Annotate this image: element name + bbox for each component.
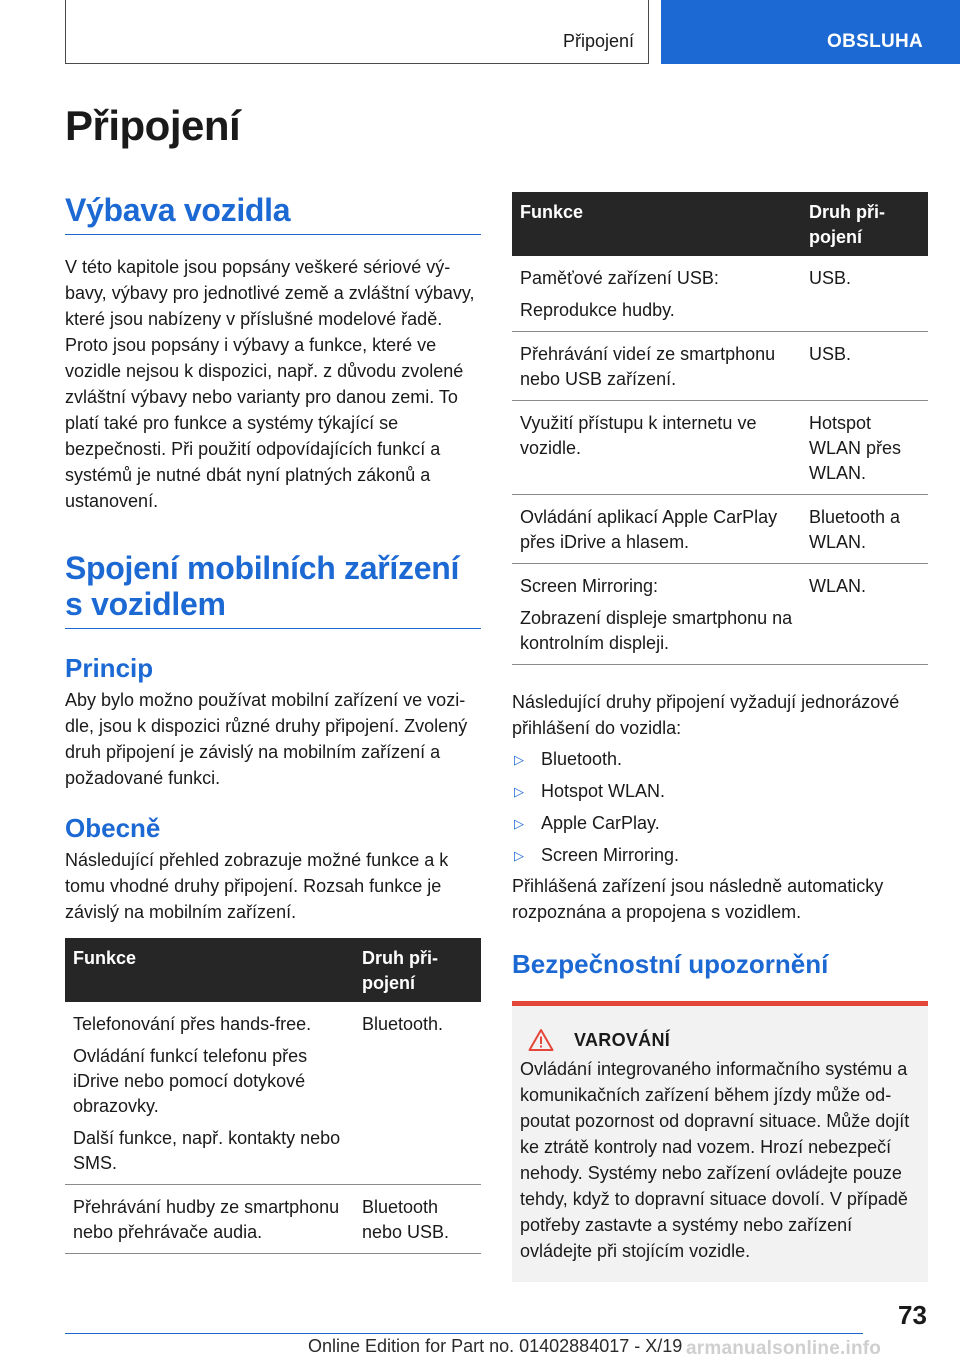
- princip-text: Aby bylo možno používat mobilní zařízení ve vozidle, jsou k dispozici různé druhy připojení. Zvolený druh připojení je závislý na mobilním zařízení a požadované funkci.: [65, 690, 468, 788]
- connection-table-2: [512, 192, 928, 665]
- triangle-bullet-icon: ▷: [514, 784, 524, 799]
- cell-text: WLAN.: [809, 576, 867, 596]
- header-section-title: Připojení: [562, 31, 634, 51]
- cell-text: Ovládání aplikací Apple CarPlay přes iDrive a hlasem.: [520, 507, 778, 552]
- heading-safety: Bezpečnostní upozornění: [512, 949, 829, 979]
- heading-spojeni: Spojení mobilních zařízení s vozidlem: [65, 550, 481, 629]
- warning-header: [528, 1028, 920, 1052]
- warning-box: [512, 1001, 928, 1282]
- warning-triangle-icon: [528, 1028, 554, 1052]
- right-column: [512, 192, 928, 1282]
- cell-funkce: [512, 256, 801, 332]
- cell-druh: [354, 1002, 481, 1185]
- vybava-text: V této kapitole jsou popsány veškeré sériové výbavy, výbavy pro jednotlivé země a zvláštní výbavy, které jsou nabízeny v příslušné modelové řadě. Proto jsou popsány i výbavy a funkce, které ve vozidle nejsou k dispozici, např. z důvodu zvolené zvláštní výbavy nebo varianty pro danou zemi. To platí také pro funkce a systémy týkající se bezpečnosti. Při použití odpovídajících funkcí a systémů je nutné dbát nyní platných zákonů a ustanovení.: [65, 257, 475, 511]
- table-row: [65, 1002, 481, 1185]
- list-item-text: Hotspot WLAN.: [541, 781, 666, 801]
- triangle-bullet-icon: ▷: [514, 848, 524, 863]
- list-item: [512, 743, 928, 775]
- table-row: [65, 1185, 481, 1254]
- cell-text: USB.: [809, 268, 852, 288]
- registration-intro: Následující druhy připojení vyžadují jednorázové přihlášení do vozidla:: [512, 692, 900, 738]
- cell-text: Další funkce, např. kontakty nebo SMS.: [73, 1128, 341, 1173]
- cell-text: Hotspot WLAN přes WLAN.: [809, 413, 902, 483]
- header-section-box: [65, 0, 649, 64]
- cell-druh: [801, 256, 928, 332]
- page-title: Připojení: [65, 102, 241, 149]
- table-header-druh: Druh připojení: [801, 192, 928, 256]
- cell-funkce: [512, 401, 801, 495]
- cell-funkce: [65, 1185, 354, 1254]
- cell-druh: [801, 564, 928, 665]
- cell-text: Paměťové zařízení USB:: [520, 268, 719, 288]
- list-item-text: Screen Mirroring.: [541, 845, 680, 865]
- cell-funkce: [512, 332, 801, 401]
- cell-text: Bluetooth nebo USB.: [362, 1197, 450, 1242]
- list-item-text: Bluetooth.: [541, 749, 623, 769]
- list-item: [512, 839, 928, 871]
- footer-watermark-logo: armanualsonline.info: [686, 1338, 882, 1359]
- triangle-bullet-icon: ▷: [514, 752, 524, 767]
- header-chapter-tab[interactable]: [661, 0, 960, 64]
- cell-text: Bluetooth a WLAN.: [809, 507, 901, 552]
- cell-text: USB.: [809, 344, 852, 364]
- cell-funkce: [65, 1002, 354, 1185]
- left-column: [65, 192, 481, 1254]
- connection-table-1: [65, 938, 481, 1254]
- cell-funkce: [512, 495, 801, 564]
- list-item: [512, 775, 928, 807]
- table-row: [512, 256, 928, 332]
- cell-text: Zobrazení displeje smartphonu na kontrolním displeji.: [520, 608, 793, 653]
- cell-text: Reprodukce hudby.: [520, 300, 675, 320]
- cell-druh: [354, 1185, 481, 1254]
- list-item-text: Apple CarPlay.: [541, 813, 660, 833]
- table-header-funkce: Funkce: [65, 938, 354, 1002]
- warning-text: Ovládání integrovaného informačního systému a komunikačních zařízení během jízdy může odpoutat pozornost od dopravní situace. Může dojít ke ztrátě kontroly nad vozem. Hrozí nebezpečí nehody. Systémy nebo zařízení ovládejte pouze tehdy, když to dopravní situace dovolí. V případě potřeby zastavte a systémy nebo zařízení ovládejte při stojícím vozidle.: [520, 1059, 910, 1261]
- heading-obecne: Obecně: [65, 813, 161, 843]
- footer-edition: Online Edition for Part no. 01402884017 - X/19: [308, 1336, 683, 1356]
- cell-text: Ovládání funkcí telefonu přes iDrive nebo pomocí dotykové obrazovky.: [73, 1046, 308, 1116]
- cell-druh: [801, 401, 928, 495]
- triangle-bullet-icon: ▷: [514, 816, 524, 831]
- warning-title: VAROVÁNÍ: [574, 1029, 671, 1050]
- obecne-text: Následující přehled zobrazuje možné funkce a k tomu vhodné druhy připojení. Rozsah funkce je závislý na mobilním zařízení.: [65, 850, 449, 922]
- page-number: 73: [898, 1300, 927, 1330]
- registration-after: Přihlášená zařízení jsou následně automaticky rozpoznána a propojena s vozidlem.: [512, 876, 884, 922]
- registration-list: [512, 743, 928, 871]
- table-row: [512, 564, 928, 665]
- list-item: [512, 807, 928, 839]
- cell-text: Přehrávání videí ze smartphonu nebo USB zařízení.: [520, 344, 776, 389]
- table-header-funkce: Funkce: [512, 192, 801, 256]
- cell-funkce: [512, 564, 801, 665]
- heading-vybava: Výbava vozidla: [65, 192, 481, 235]
- cell-druh: [801, 332, 928, 401]
- cell-text: Screen Mirroring:: [520, 576, 659, 596]
- table-row: [512, 332, 928, 401]
- header-chapter-label: OBSLUHA: [827, 31, 924, 52]
- footer-divider: [65, 1333, 863, 1334]
- cell-text: Přehrávání hudby ze smartphonu nebo přehrávače audia.: [73, 1197, 340, 1242]
- table-row: [512, 495, 928, 564]
- cell-text: Bluetooth.: [362, 1014, 444, 1034]
- heading-princip: Princip: [65, 653, 154, 683]
- cell-text: Telefonování přes hands-free.: [73, 1014, 312, 1034]
- cell-druh: [801, 495, 928, 564]
- table-row: [512, 401, 928, 495]
- table-header-druh: Druh připojení: [354, 938, 481, 1002]
- cell-text: Využití přístupu k internetu ve vozidle.: [520, 413, 757, 458]
